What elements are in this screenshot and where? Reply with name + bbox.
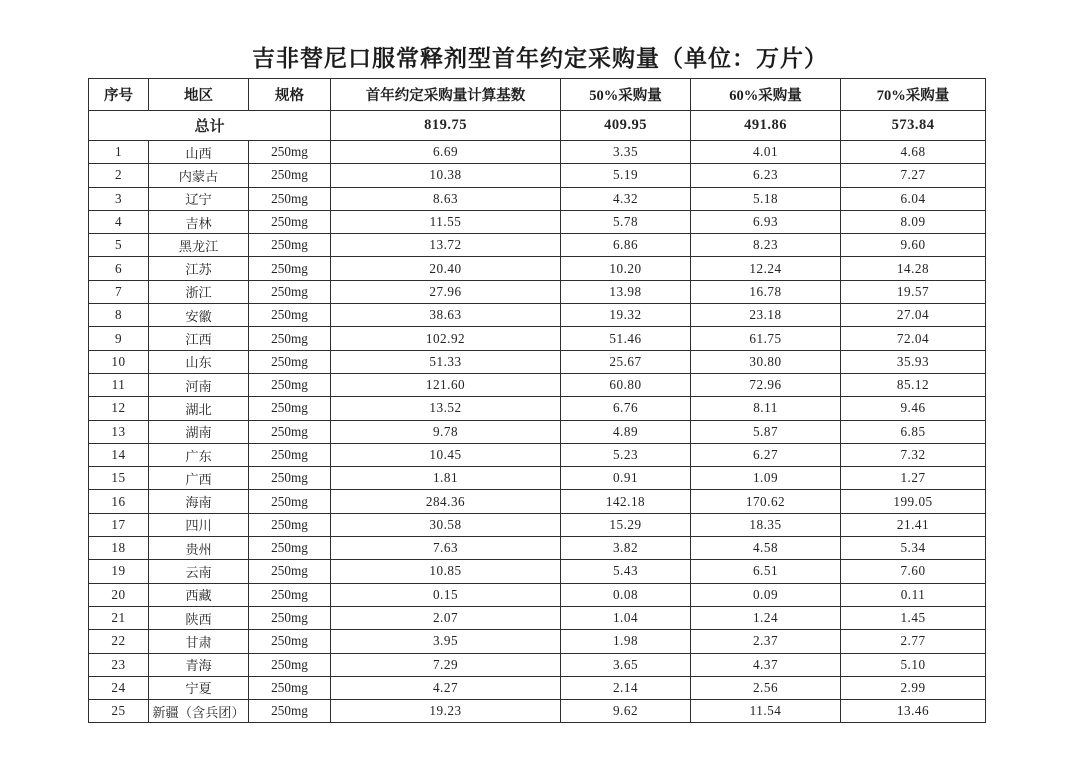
- table-row: [89, 443, 986, 466]
- p50-value-cell: 4.32: [561, 187, 691, 210]
- p70-value-cell: 1.27: [841, 467, 986, 490]
- p70-value-cell: 0.11: [841, 583, 986, 606]
- p60-value-cell: 1.24: [691, 606, 841, 629]
- p70-value-cell: 7.27: [841, 164, 986, 187]
- base-value-cell: 7.29: [331, 653, 561, 676]
- base-value-cell: 7.63: [331, 537, 561, 560]
- p70-value-cell: 2.99: [841, 676, 986, 699]
- base-value-cell: 4.27: [331, 676, 561, 699]
- p50-value-cell: 9.62: [561, 700, 691, 723]
- row-index-cell: 21: [89, 606, 149, 629]
- row-index-cell: 24: [89, 676, 149, 699]
- p60-value-cell: 23.18: [691, 304, 841, 327]
- table-row: [89, 373, 986, 396]
- p60-value-cell: 4.37: [691, 653, 841, 676]
- total-50pct-value: 409.95: [561, 111, 691, 141]
- row-index-cell: 22: [89, 630, 149, 653]
- region-cell: 陕西: [149, 606, 249, 629]
- spec-cell: 250mg: [249, 490, 331, 513]
- p60-value-cell: 8.11: [691, 397, 841, 420]
- base-value-cell: 9.78: [331, 420, 561, 443]
- p50-value-cell: 2.14: [561, 676, 691, 699]
- total-row: [89, 111, 986, 141]
- p50-value-cell: 5.23: [561, 443, 691, 466]
- row-index-cell: 25: [89, 700, 149, 723]
- base-value-cell: 8.63: [331, 187, 561, 210]
- row-index-cell: 7: [89, 280, 149, 303]
- spec-cell: 250mg: [249, 630, 331, 653]
- table-row: [89, 210, 986, 233]
- p50-value-cell: 4.89: [561, 420, 691, 443]
- table-row: [89, 397, 986, 420]
- base-value-cell: 284.36: [331, 490, 561, 513]
- total-70pct-value: 573.84: [841, 111, 986, 141]
- p50-value-cell: 6.76: [561, 397, 691, 420]
- base-value-cell: 2.07: [331, 606, 561, 629]
- spec-cell: 250mg: [249, 560, 331, 583]
- row-index-cell: 1: [89, 141, 149, 164]
- table-row: [89, 653, 986, 676]
- spec-cell: 250mg: [249, 537, 331, 560]
- table-row: [89, 700, 986, 723]
- row-index-cell: 16: [89, 490, 149, 513]
- procurement-table: [88, 78, 986, 723]
- p70-value-cell: 72.04: [841, 327, 986, 350]
- p70-value-cell: 9.60: [841, 234, 986, 257]
- row-index-cell: 14: [89, 443, 149, 466]
- region-cell: 西藏: [149, 583, 249, 606]
- spec-cell: 250mg: [249, 443, 331, 466]
- region-cell: 吉林: [149, 210, 249, 233]
- spec-cell: 250mg: [249, 327, 331, 350]
- p70-value-cell: 8.09: [841, 210, 986, 233]
- p60-value-cell: 5.18: [691, 187, 841, 210]
- table-row: [89, 537, 986, 560]
- base-value-cell: 38.63: [331, 304, 561, 327]
- p70-value-cell: 27.04: [841, 304, 986, 327]
- p60-value-cell: 170.62: [691, 490, 841, 513]
- region-cell: 内蒙古: [149, 164, 249, 187]
- base-value-cell: 121.60: [331, 373, 561, 396]
- spec-cell: 250mg: [249, 420, 331, 443]
- row-index-cell: 2: [89, 164, 149, 187]
- row-index-cell: 23: [89, 653, 149, 676]
- p50-value-cell: 19.32: [561, 304, 691, 327]
- p50-value-cell: 6.86: [561, 234, 691, 257]
- p50-value-cell: 142.18: [561, 490, 691, 513]
- table-row: [89, 467, 986, 490]
- row-index-cell: 13: [89, 420, 149, 443]
- region-cell: 贵州: [149, 537, 249, 560]
- p70-value-cell: 9.46: [841, 397, 986, 420]
- row-index-cell: 17: [89, 513, 149, 536]
- row-index-cell: 3: [89, 187, 149, 210]
- base-value-cell: 10.45: [331, 443, 561, 466]
- p70-value-cell: 35.93: [841, 350, 986, 373]
- table-row: [89, 327, 986, 350]
- row-index-cell: 6: [89, 257, 149, 280]
- p70-value-cell: 199.05: [841, 490, 986, 513]
- p60-value-cell: 8.23: [691, 234, 841, 257]
- spec-cell: 250mg: [249, 467, 331, 490]
- p60-value-cell: 16.78: [691, 280, 841, 303]
- spec-cell: 250mg: [249, 350, 331, 373]
- page-title: 吉非替尼口服常释剂型首年约定采购量（单位：万片）: [252, 46, 828, 71]
- region-cell: 四川: [149, 513, 249, 536]
- p70-value-cell: 7.60: [841, 560, 986, 583]
- spec-cell: 250mg: [249, 280, 331, 303]
- region-cell: 湖南: [149, 420, 249, 443]
- region-cell: 辽宁: [149, 187, 249, 210]
- total-label: 总计: [89, 111, 331, 141]
- region-cell: 广西: [149, 467, 249, 490]
- p60-value-cell: 72.96: [691, 373, 841, 396]
- p50-value-cell: 3.65: [561, 653, 691, 676]
- table-header-row: [89, 79, 986, 111]
- base-value-cell: 6.69: [331, 141, 561, 164]
- p70-value-cell: 85.12: [841, 373, 986, 396]
- table-row: [89, 257, 986, 280]
- p50-value-cell: 5.43: [561, 560, 691, 583]
- p50-value-cell: 10.20: [561, 257, 691, 280]
- spec-cell: 250mg: [249, 700, 331, 723]
- spec-cell: 250mg: [249, 187, 331, 210]
- table-row: [89, 560, 986, 583]
- spec-cell: 250mg: [249, 513, 331, 536]
- p50-value-cell: 3.82: [561, 537, 691, 560]
- region-cell: 山东: [149, 350, 249, 373]
- p50-value-cell: 1.98: [561, 630, 691, 653]
- p50-value-cell: 13.98: [561, 280, 691, 303]
- p50-value-cell: 0.91: [561, 467, 691, 490]
- spec-cell: 250mg: [249, 304, 331, 327]
- p60-value-cell: 61.75: [691, 327, 841, 350]
- p70-value-cell: 13.46: [841, 700, 986, 723]
- spec-cell: 250mg: [249, 606, 331, 629]
- row-index-cell: 15: [89, 467, 149, 490]
- table-row: [89, 420, 986, 443]
- p70-value-cell: 5.10: [841, 653, 986, 676]
- p50-value-cell: 0.08: [561, 583, 691, 606]
- spec-cell: 250mg: [249, 397, 331, 420]
- base-value-cell: 3.95: [331, 630, 561, 653]
- p70-value-cell: 14.28: [841, 257, 986, 280]
- p70-value-cell: 7.32: [841, 443, 986, 466]
- p50-value-cell: 1.04: [561, 606, 691, 629]
- p60-value-cell: 30.80: [691, 350, 841, 373]
- p60-value-cell: 12.24: [691, 257, 841, 280]
- base-value-cell: 1.81: [331, 467, 561, 490]
- base-value-cell: 0.15: [331, 583, 561, 606]
- table-row: [89, 606, 986, 629]
- table-row: [89, 164, 986, 187]
- region-cell: 新疆（含兵团）: [149, 700, 249, 723]
- region-cell: 河南: [149, 373, 249, 396]
- col-header-60pct: 60%采购量: [691, 79, 841, 111]
- region-cell: 海南: [149, 490, 249, 513]
- region-cell: 江苏: [149, 257, 249, 280]
- p60-value-cell: 2.37: [691, 630, 841, 653]
- base-value-cell: 13.52: [331, 397, 561, 420]
- p60-value-cell: 11.54: [691, 700, 841, 723]
- row-index-cell: 18: [89, 537, 149, 560]
- base-value-cell: 10.85: [331, 560, 561, 583]
- p70-value-cell: 6.85: [841, 420, 986, 443]
- p70-value-cell: 5.34: [841, 537, 986, 560]
- p60-value-cell: 4.58: [691, 537, 841, 560]
- table-row: [89, 234, 986, 257]
- region-cell: 江西: [149, 327, 249, 350]
- table-row: [89, 630, 986, 653]
- spec-cell: 250mg: [249, 210, 331, 233]
- row-index-cell: 11: [89, 373, 149, 396]
- spec-cell: 250mg: [249, 234, 331, 257]
- region-cell: 广东: [149, 443, 249, 466]
- spec-cell: 250mg: [249, 653, 331, 676]
- p60-value-cell: 4.01: [691, 141, 841, 164]
- p60-value-cell: 6.93: [691, 210, 841, 233]
- table-row: [89, 304, 986, 327]
- base-value-cell: 19.23: [331, 700, 561, 723]
- row-index-cell: 19: [89, 560, 149, 583]
- p60-value-cell: 18.35: [691, 513, 841, 536]
- p70-value-cell: 4.68: [841, 141, 986, 164]
- p50-value-cell: 5.19: [561, 164, 691, 187]
- region-cell: 山西: [149, 141, 249, 164]
- table-row: [89, 350, 986, 373]
- col-header-index: 序号: [89, 79, 149, 111]
- table-row: [89, 187, 986, 210]
- p60-value-cell: 6.51: [691, 560, 841, 583]
- table-row: [89, 583, 986, 606]
- spec-cell: 250mg: [249, 164, 331, 187]
- row-index-cell: 8: [89, 304, 149, 327]
- base-value-cell: 51.33: [331, 350, 561, 373]
- base-value-cell: 11.55: [331, 210, 561, 233]
- p70-value-cell: 21.41: [841, 513, 986, 536]
- base-value-cell: 27.96: [331, 280, 561, 303]
- region-cell: 宁夏: [149, 676, 249, 699]
- p50-value-cell: 5.78: [561, 210, 691, 233]
- p70-value-cell: 1.45: [841, 606, 986, 629]
- col-header-70pct: 70%采购量: [841, 79, 986, 111]
- total-base-value: 819.75: [331, 111, 561, 141]
- p50-value-cell: 15.29: [561, 513, 691, 536]
- table-row: [89, 513, 986, 536]
- spec-cell: 250mg: [249, 583, 331, 606]
- table-row: [89, 280, 986, 303]
- p60-value-cell: 6.27: [691, 443, 841, 466]
- base-value-cell: 20.40: [331, 257, 561, 280]
- row-index-cell: 5: [89, 234, 149, 257]
- p50-value-cell: 25.67: [561, 350, 691, 373]
- col-header-50pct: 50%采购量: [561, 79, 691, 111]
- row-index-cell: 10: [89, 350, 149, 373]
- table-row: [89, 141, 986, 164]
- row-index-cell: 4: [89, 210, 149, 233]
- spec-cell: 250mg: [249, 257, 331, 280]
- p50-value-cell: 60.80: [561, 373, 691, 396]
- row-index-cell: 20: [89, 583, 149, 606]
- p60-value-cell: 5.87: [691, 420, 841, 443]
- p70-value-cell: 19.57: [841, 280, 986, 303]
- row-index-cell: 9: [89, 327, 149, 350]
- p60-value-cell: 0.09: [691, 583, 841, 606]
- row-index-cell: 12: [89, 397, 149, 420]
- p70-value-cell: 6.04: [841, 187, 986, 210]
- spec-cell: 250mg: [249, 676, 331, 699]
- region-cell: 甘肃: [149, 630, 249, 653]
- p70-value-cell: 2.77: [841, 630, 986, 653]
- spec-cell: 250mg: [249, 373, 331, 396]
- p50-value-cell: 3.35: [561, 141, 691, 164]
- table-row: [89, 676, 986, 699]
- table-row: [89, 490, 986, 513]
- spec-cell: 250mg: [249, 141, 331, 164]
- region-cell: 云南: [149, 560, 249, 583]
- region-cell: 浙江: [149, 280, 249, 303]
- p60-value-cell: 6.23: [691, 164, 841, 187]
- region-cell: 青海: [149, 653, 249, 676]
- p60-value-cell: 2.56: [691, 676, 841, 699]
- col-header-region: 地区: [149, 79, 249, 111]
- region-cell: 安徽: [149, 304, 249, 327]
- p50-value-cell: 51.46: [561, 327, 691, 350]
- p60-value-cell: 1.09: [691, 467, 841, 490]
- col-header-spec: 规格: [249, 79, 331, 111]
- base-value-cell: 30.58: [331, 513, 561, 536]
- region-cell: 黑龙江: [149, 234, 249, 257]
- total-60pct-value: 491.86: [691, 111, 841, 141]
- base-value-cell: 102.92: [331, 327, 561, 350]
- region-cell: 湖北: [149, 397, 249, 420]
- col-header-base: 首年约定采购量计算基数: [331, 79, 561, 111]
- base-value-cell: 13.72: [331, 234, 561, 257]
- base-value-cell: 10.38: [331, 164, 561, 187]
